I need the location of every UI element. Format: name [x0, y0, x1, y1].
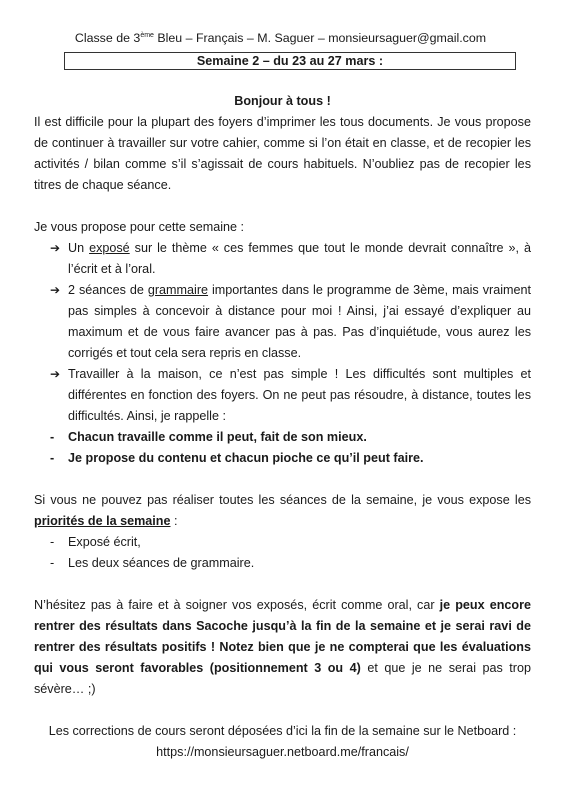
right-arrow-icon: ➔: [50, 367, 61, 381]
class-suffix: Bleu – Français – M. Saguer – monsieursaguer@gmail.com: [153, 31, 487, 45]
priorities-label: priorités de la semaine: [34, 514, 171, 528]
proposal-lead: Je vous propose pour cette semaine :: [34, 220, 245, 234]
document-page: [34, 28, 531, 763]
list-item: - Chacun travaille comme il peut, fait de son mieux.: [50, 430, 367, 444]
class-superscript: ème: [140, 32, 154, 39]
intro-paragraph: Il est difficile pour la plupart des foyers d’imprimer les tous documents. Je vous propose de continuer à travailler sur votre cahier, comme si l’on était en classe, et de recopier les activités / bilan comme s’il s’agissait de cours habituels. N’oubliez pas de recopier les titres de chaque séance.: [34, 115, 531, 192]
grammaire-term: grammaire: [147, 283, 209, 297]
list-item: ➔ 2 séances de grammaire importantes dans le programme de 3ème, mais vraiment pas simples à concevoir à distance pour moi ! Ainsi, j’ai essayé d’expliquer au maximum et de vous faire avancer pas à pas. Pas d’inquiétude, vous aurez les corrigés et tout cela sera repris en classe.: [34, 280, 531, 364]
right-arrow-icon: ➔: [50, 241, 61, 255]
list-item: - Je propose du contenu et chacun pioche ce qu’il peut faire.: [50, 451, 424, 465]
list-item: - Les deux séances de grammaire.: [50, 556, 255, 570]
course-header: [30, 28, 531, 46]
right-arrow-icon: ➔: [50, 283, 61, 297]
expose-term: exposé: [89, 241, 130, 255]
corrections-text: Les corrections de cours seront déposées d’ici la fin de la semaine sur le Netboard :: [48, 724, 517, 738]
priorities-paragraph: Si vous ne pouvez pas réaliser toutes les séances de la semaine, je vous expose les priorités de la semaine :: [34, 493, 531, 528]
list-item: ➔ Un exposé sur le thème « ces femmes que tout le monde devrait connaître », à l’écrit et à l’oral.: [34, 238, 531, 280]
closing-paragraph: N’hésitez pas à faire et à soigner vos exposés, écrit comme oral, car je peux encore rentrer des résultats dans Sacoche jusqu’à la fin de la semaine et je serai ravi de rentrer des résultats positifs ! Notez bien que je ne compterai que les évaluations qui vous seront favorables (positionnement 3 ou 4) et que je ne serai pas trop sévère… ;): [34, 598, 532, 696]
week-title-box: Semaine 2 – du 23 au 27 mars :: [64, 52, 516, 70]
list-item: - Exposé écrit,: [50, 535, 141, 549]
netboard-link[interactable]: https://monsieursaguer.netboard.me/francais/: [156, 745, 409, 759]
greeting: Bonjour à tous !: [234, 94, 331, 108]
list-item: ➔ Travailler à la maison, ce n’est pas simple ! Les difficultés sont multiples et différentes en fonction des foyers. On ne peut pas résoudre, à distance, toutes les difficultés. Ainsi, je rappelle :: [34, 364, 531, 427]
class-prefix: Classe de 3: [74, 31, 141, 45]
